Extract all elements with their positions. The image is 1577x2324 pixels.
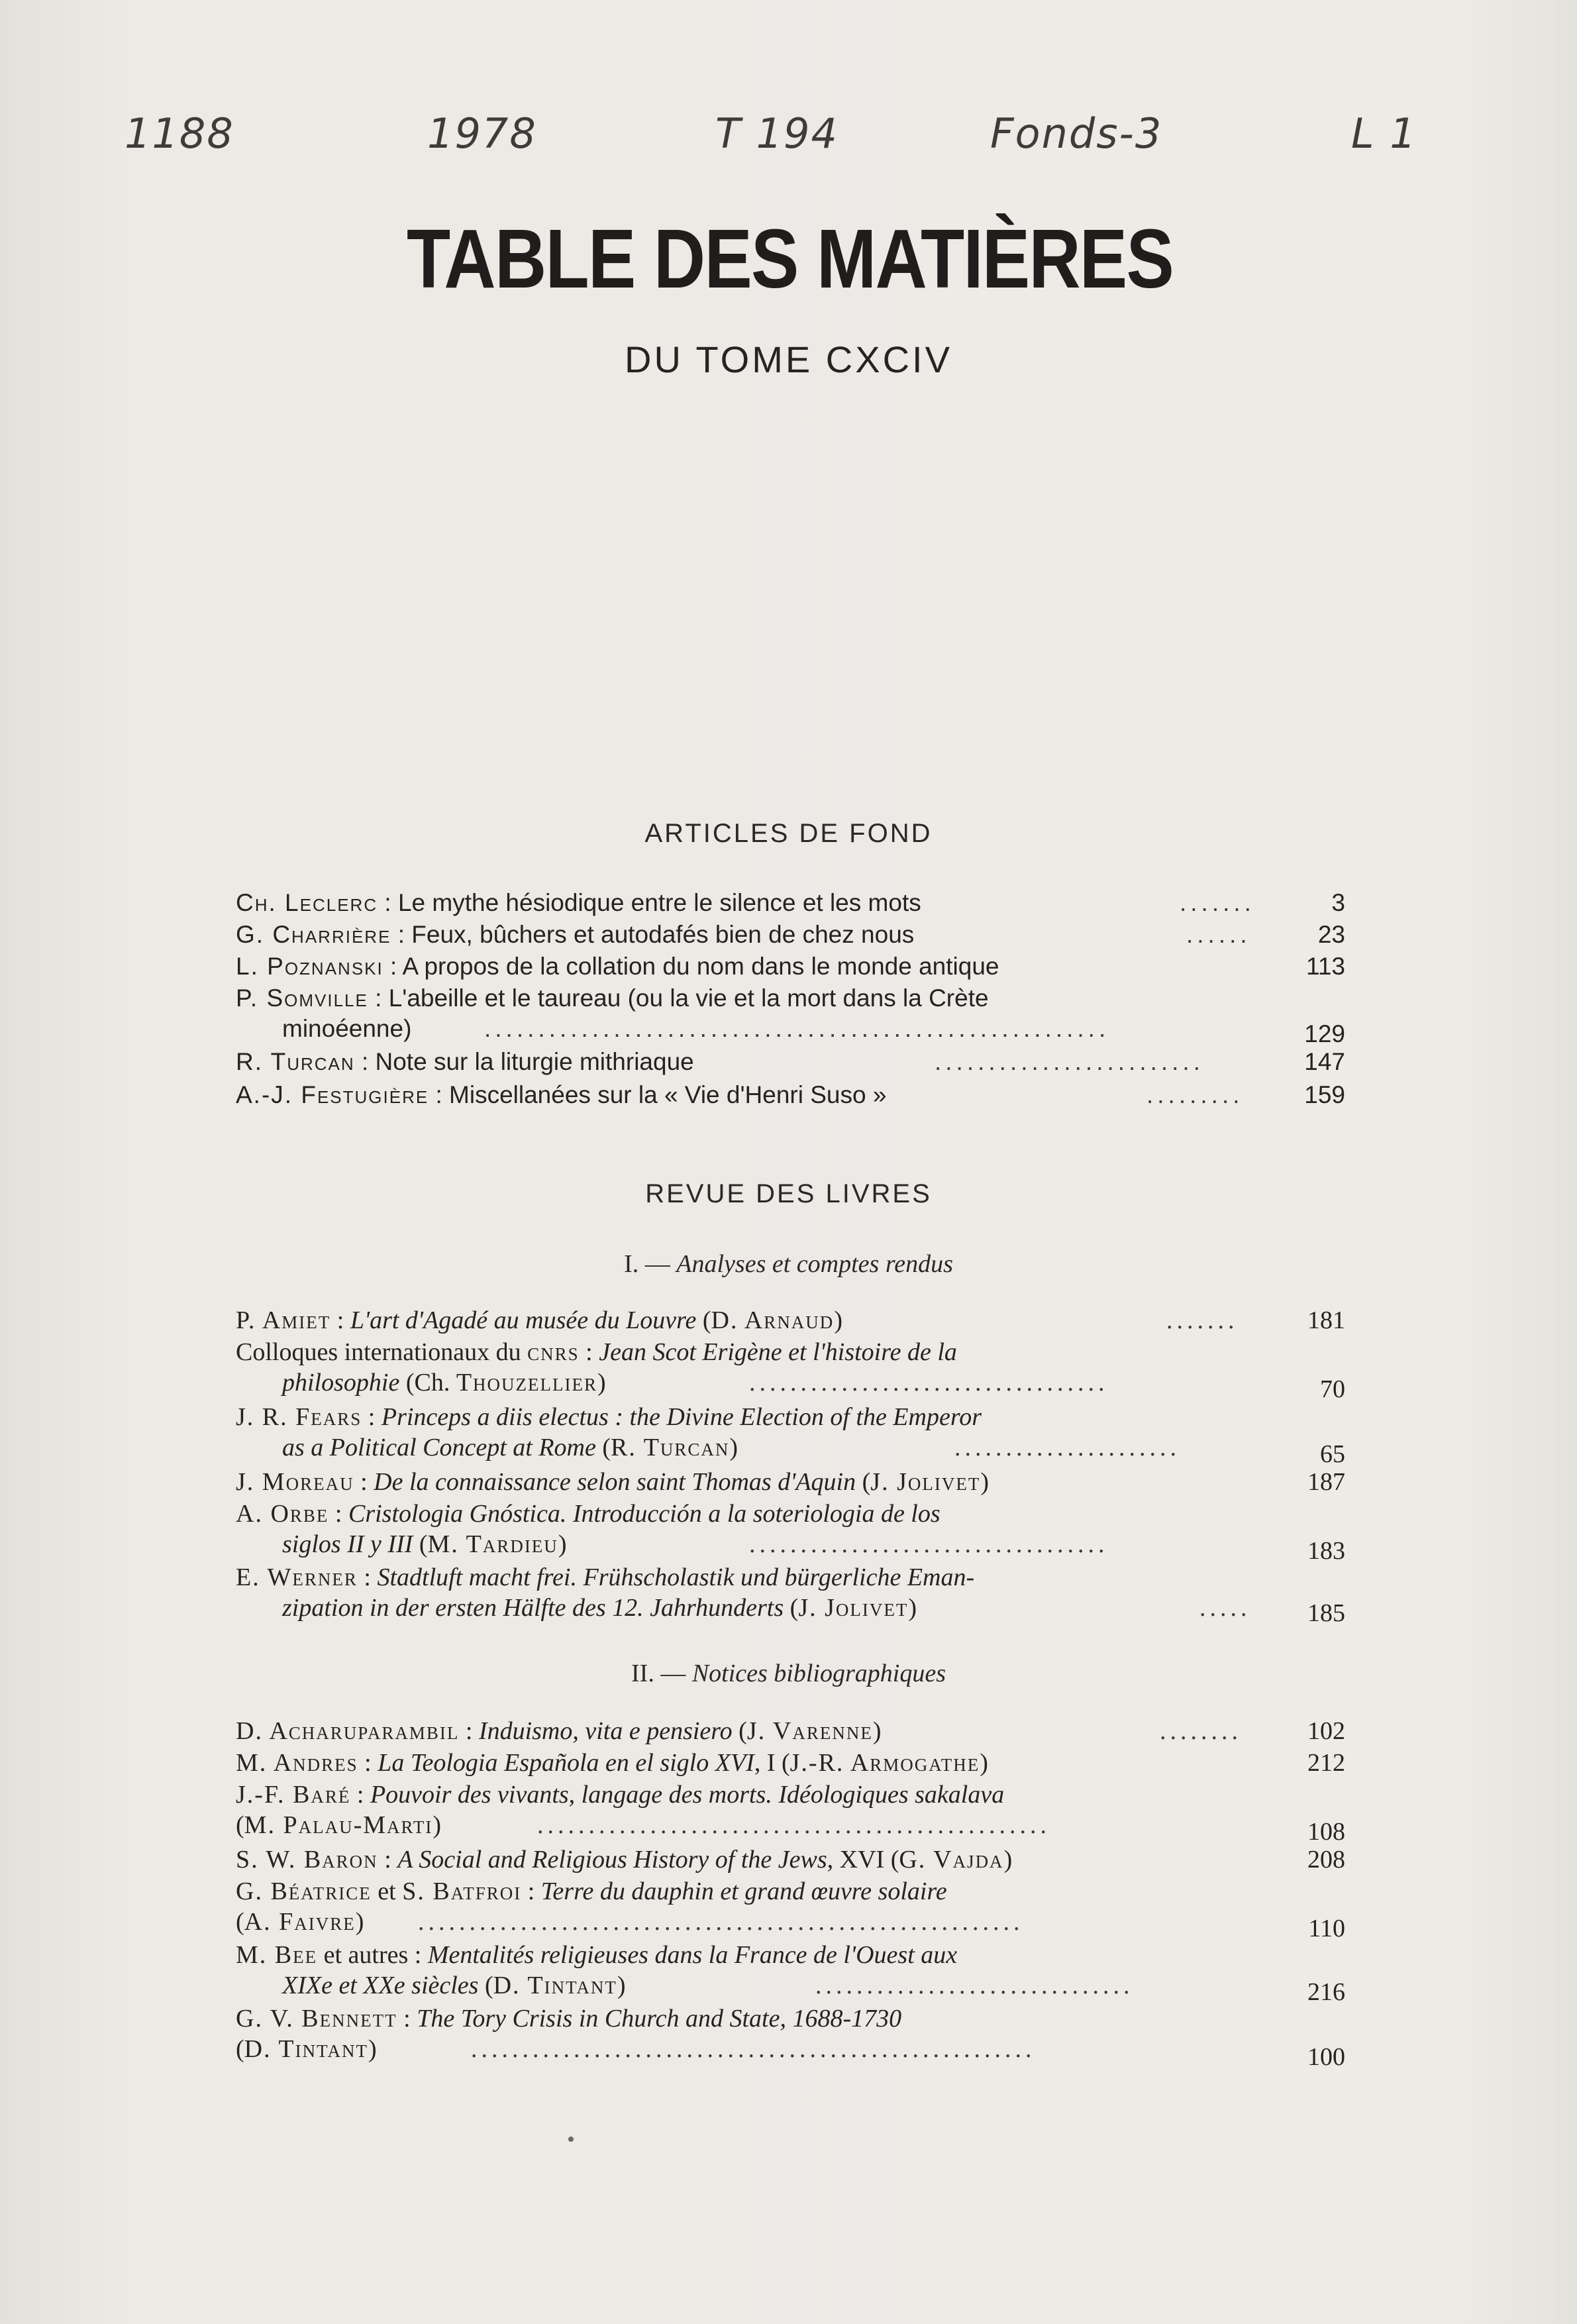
author: P. Somville	[236, 984, 368, 1012]
toc-entry: M. Bee et autres : Mentalités religieuses dans la France de l'Ouest aux XIXe et XXe siècles (D. Tintant) ............................... 216	[236, 1941, 1345, 2006]
book-title-cont: as a Political Concept at Rome	[282, 1434, 596, 1461]
page-number: 3	[1331, 889, 1345, 916]
paren: (	[732, 1717, 747, 1745]
paren: )	[617, 1972, 626, 1999]
reviewer: D. Arnaud	[711, 1306, 835, 1334]
paren: (	[696, 1306, 711, 1334]
section-heading-revue: REVUE DES LIVRES	[645, 1179, 932, 1208]
page-number: 159	[1304, 1081, 1345, 1108]
author: A.-J. Festugière	[236, 1081, 429, 1108]
separator: :	[459, 1717, 479, 1745]
handwritten-note-3: T 194	[715, 109, 839, 158]
subsection-number: I. —	[624, 1250, 677, 1278]
page-number: 185	[1307, 1599, 1345, 1627]
paren: )	[872, 1717, 882, 1745]
author: S. W. Baron	[236, 1846, 378, 1874]
separator: :	[331, 1306, 350, 1334]
author: J. R. Fears	[236, 1403, 362, 1431]
page-number: 129	[1304, 1020, 1345, 1047]
author: P. Amiet	[236, 1306, 331, 1334]
toc-entry	[236, 1748, 1345, 1778]
toc-entry	[236, 951, 1345, 982]
paren: (	[784, 1594, 799, 1622]
handwritten-note-2: 1978	[427, 109, 537, 158]
reviewer: D. Tintant	[244, 2035, 368, 2063]
toc-entry: G. V. Bennett : The Tory Crisis in Church and State, 1688-1730 (D. Tintant) ....................................................... 100	[236, 2005, 1345, 2071]
paren: )	[597, 1369, 606, 1397]
page-title: TABLE DES MATIÈRES	[407, 212, 1174, 305]
separator: :	[350, 1781, 370, 1809]
reviewer: Thouzellier	[456, 1369, 597, 1397]
book-title: The Tory Crisis in Church and State, 1688-1730	[417, 2005, 902, 2033]
paren: (	[775, 1749, 790, 1777]
author-org: cnrs	[527, 1338, 580, 1366]
handwritten-note-1: 1188	[125, 109, 234, 158]
separator: :	[362, 1403, 382, 1431]
author: Ch. Leclerc	[236, 889, 378, 916]
page-number: 100	[1307, 2043, 1345, 2071]
author: R. Turcan	[236, 1048, 355, 1075]
paren: )	[355, 1908, 364, 1936]
paren: )	[908, 1594, 917, 1622]
book-title: Pouvoir des vivants, langage des morts. Idéologiques sakalava	[370, 1781, 1005, 1809]
page-number: 212	[1307, 1749, 1345, 1777]
toc-entry: A.-J. Festugière : Miscellanées sur la « Vie d'Henri Suso » ......... 159	[236, 1080, 1345, 1110]
page-number: 113	[1306, 953, 1345, 980]
volume: , XVI	[827, 1846, 885, 1874]
conjunction: et autres	[317, 1941, 409, 1969]
paren: )	[834, 1306, 842, 1334]
author: D. Acharuparambil	[236, 1717, 460, 1745]
book-title: La Teologia Española en el siglo XVI	[378, 1749, 754, 1777]
paren: )	[368, 2035, 377, 2063]
paren: (	[595, 1434, 611, 1461]
entry-title: : A propos de la collation du nom dans le monde antique	[383, 953, 999, 980]
separator: :	[357, 1563, 378, 1591]
reviewer: M. Tardieu	[427, 1530, 558, 1558]
entry-title: : Note sur la liturgie mithriaque	[354, 1048, 694, 1075]
subsection-number: II. —	[631, 1660, 692, 1687]
stray-mark	[568, 2137, 574, 2142]
book-title: L'art d'Agadé au musée du Louvre	[350, 1306, 697, 1334]
book-title: Induismo, vita e pensiero	[478, 1717, 733, 1745]
book-title-cont: XIXe et XXe siècles	[282, 1972, 479, 1999]
separator: :	[408, 1941, 428, 1969]
page-number: 108	[1307, 1818, 1345, 1846]
author: E. Werner	[236, 1563, 358, 1591]
page-number: 65	[1320, 1440, 1345, 1468]
paren: (	[236, 1908, 244, 1936]
paren: (	[236, 2035, 244, 2063]
toc-entry: G. Béatrice et S. Batfroi : Terre du dauphin et grand œuvre solaire (A. Faivre) ........................................................... 110	[236, 1877, 1345, 1942]
reviewer: M. Palau-Marti	[244, 1811, 433, 1839]
page-number: 23	[1317, 921, 1345, 948]
toc-entry: G. Charrière : Feux, bûchers et autodafés bien de chez nous ...... 23	[236, 920, 1345, 950]
page-number: 181	[1307, 1306, 1345, 1334]
paren: )	[980, 1468, 989, 1496]
separator: :	[354, 1468, 374, 1496]
paren: )	[1003, 1846, 1013, 1874]
entry-title: : L'abeille et le taureau (ou la vie et la mort dans la Crète	[368, 984, 989, 1012]
paren: (	[856, 1468, 871, 1496]
toc-entry: D. Acharuparambil : Induismo, vita e pensiero (J. Varenne) ........ 102	[236, 1717, 1345, 1745]
reviewer: A. Faivre	[244, 1908, 356, 1936]
book-title: Cristologia Gnóstica. Introducción a la soteriologia de los	[348, 1500, 941, 1528]
entry-title: : Le mythe hésiodique entre le silence et les mots	[378, 889, 921, 916]
conjunction: et	[371, 1877, 403, 1905]
reviewer: J. Jolivet	[870, 1468, 981, 1496]
author: M. Andres	[236, 1749, 358, 1777]
paren: )	[980, 1749, 988, 1777]
author: Colloques internationaux du	[236, 1338, 521, 1366]
section-heading-articles: ARTICLES DE FOND	[644, 819, 933, 848]
separator: :	[378, 1846, 398, 1874]
separator: :	[358, 1749, 378, 1777]
reviewer: J. Varenne	[746, 1717, 873, 1745]
entry-title: : Miscellanées sur la « Vie d'Henri Suso »	[429, 1081, 887, 1108]
author: A. Orbe	[236, 1500, 329, 1528]
toc-entry	[236, 1844, 1345, 1875]
handwritten-note-4: Fonds-3	[990, 109, 1163, 158]
reviewer: R. Turcan	[611, 1434, 730, 1461]
toc-entry: E. Werner : Stadtluft macht frei. Frühscholastik und bürgerliche Eman- zipation in der ersten Hälfte des 12. Jahrhunderts (J. Jolivet) ..... 185	[236, 1563, 1345, 1627]
subsection-label: Notices bibliographiques	[691, 1660, 946, 1687]
toc-entry: Ch. Leclerc : Le mythe hésiodique entre le silence et les mots ....... 3	[236, 888, 1345, 918]
paren: )	[432, 1811, 442, 1839]
book-title: A Social and Religious History of the Jews	[397, 1846, 827, 1874]
paren: (Ch.	[399, 1369, 456, 1397]
toc-entry: A. Orbe : Cristologia Gnóstica. Introducción a la soteriologia de los siglos II y III (M. Tardieu) ................................... 183	[236, 1500, 1345, 1565]
reviewer: G. Vajda	[899, 1846, 1004, 1874]
entry-title-cont: minoéenne)	[282, 1015, 412, 1042]
book-title: Terre du dauphin et grand œuvre solaire	[540, 1877, 947, 1905]
paren: )	[558, 1530, 567, 1558]
author: J. Moreau	[236, 1468, 354, 1496]
toc-entry	[236, 1467, 1345, 1497]
toc-entry: Colloques internationaux du cnrs : Jean Scot Erigène et l'histoire de la philosophie (Ch. Thouzellier) ................................... 70	[236, 1338, 1345, 1403]
reviewer: D. Tintant	[493, 1972, 617, 1999]
page-number: 183	[1307, 1537, 1345, 1565]
subsection-heading-analyses	[0, 1249, 1577, 1279]
page-number: 208	[1307, 1846, 1345, 1874]
paren: (	[478, 1972, 493, 1999]
page-number: 110	[1308, 1915, 1345, 1942]
paren: (	[236, 1811, 244, 1839]
author: G. Béatrice	[236, 1877, 372, 1905]
volume: , I	[754, 1749, 776, 1777]
book-title: Stadtluft macht frei. Frühscholastik und bürgerliche Eman-	[377, 1563, 975, 1591]
toc-entry: R. Turcan : Note sur la liturgie mithriaque ......................... 147	[236, 1047, 1345, 1077]
page-subtitle: DU TOME CXCIV	[625, 339, 952, 380]
paren: (	[884, 1846, 899, 1874]
book-title: Princeps a diis electus : the Divine Election of the Emperor	[381, 1403, 982, 1431]
page-number: 102	[1307, 1717, 1345, 1745]
page-number: 147	[1304, 1048, 1345, 1075]
author: M. Bee	[236, 1941, 318, 1969]
page-number: 70	[1320, 1375, 1345, 1403]
handwritten-note-5: L 1	[1351, 109, 1417, 158]
book-title-cont: siglos II y III	[282, 1530, 413, 1558]
author: G. Charrière	[236, 921, 391, 948]
toc-entry: P. Amiet : L'art d'Agadé au musée du Louvre (D. Arnaud) ....... 181	[236, 1306, 1345, 1334]
book-title: De la connaissance selon saint Thomas d'Aquin	[374, 1468, 856, 1496]
subsection-label: Analyses et comptes rendus	[676, 1250, 953, 1278]
author: J.-F. Baré	[236, 1781, 351, 1809]
separator: :	[397, 2005, 417, 2033]
separator: :	[521, 1877, 541, 1905]
reviewer: J. Jolivet	[798, 1594, 909, 1622]
toc-entry: J. R. Fears : Princeps a diis electus : the Divine Election of the Emperor as a Political Concept at Rome (R. Turcan) ...................... 65	[236, 1403, 1345, 1468]
reviewer: J.-R. Armogathe	[789, 1749, 980, 1777]
book-title-cont: zipation in der ersten Hälfte des 12. Jahrhunderts	[282, 1594, 784, 1622]
paren: )	[729, 1434, 738, 1461]
author: L. Poznanski	[236, 953, 383, 980]
paren: (	[413, 1530, 428, 1558]
book-title: Jean Scot Erigène et l'histoire de la	[599, 1338, 957, 1366]
book-title-cont: philosophie	[282, 1369, 400, 1397]
book-title: Mentalités religieuses dans la France de l'Ouest aux	[427, 1941, 958, 1969]
toc-entry: J.-F. Baré : Pouvoir des vivants, langage des morts. Idéologiques sakalava (M. Palau-Marti) .................................................. 108	[236, 1781, 1345, 1846]
author: G. V. Bennett	[236, 2005, 397, 2033]
page-number: 187	[1307, 1468, 1345, 1496]
separator: :	[579, 1338, 599, 1366]
separator: :	[329, 1500, 348, 1528]
page-number: 216	[1307, 1978, 1345, 2006]
entry-title: : Feux, bûchers et autodafés bien de chez nous	[391, 921, 915, 948]
author: S. Batfroi	[402, 1877, 522, 1905]
toc-entry: P. Somville : L'abeille et le taureau (ou la vie et la mort dans la Crète minoéenne) .......................................................... 129	[236, 983, 1345, 1044]
subsection-heading-notices	[0, 1659, 1577, 1688]
